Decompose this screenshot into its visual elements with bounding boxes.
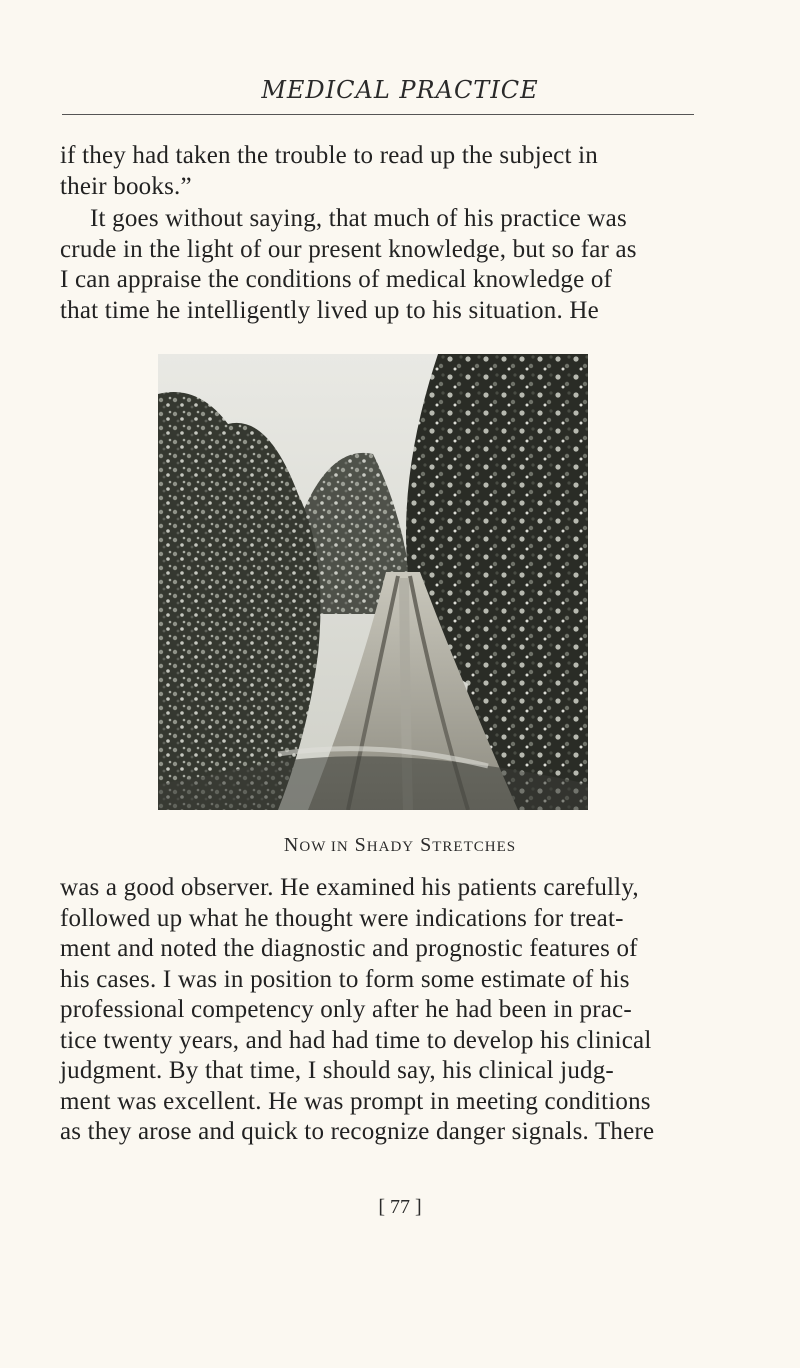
text-line: crude in the light of our present knowledge, but so far as [60,235,637,263]
text-line: his cases. I was in position to form some estimate of his [60,965,630,993]
header-rule [62,114,694,115]
text-line: followed up what he thought were indications for treat‐ [60,904,624,932]
text-line: professional competency only after he had been in prac‐ [60,996,632,1023]
text-line: ment and noted the diagnostic and prognostic features of [60,935,638,962]
figure-caption: NOW IN SHADY STRETCHES [283,834,517,856]
running-head: MEDICAL PRACTICE [261,76,539,104]
text-line: that time he intelligently lived up to his situation. He [60,296,599,324]
text-line: as they arose and quick to recognize danger signals. There [60,1118,655,1145]
text-line: if they had taken the trouble to read up the subject in [60,142,598,169]
text-line: I can appraise the conditions of medical knowledge of [60,266,613,293]
page-number: [ 77 ] [378,1196,422,1218]
text-line: It goes without saying, that much of his practice was [90,205,627,232]
text-line: their books.” [60,172,192,200]
text-line: tice twenty years, and had had time to develop his clinical [60,1026,652,1054]
paragraph [60,873,700,1148]
paragraph [60,204,700,326]
text-line: was a good observer. He examined his patients carefully, [60,874,639,901]
paragraph-continued [60,141,700,202]
country-road-photograph [158,354,588,810]
text-line: judgment. By that time, I should say, his clinical judg‐ [60,1057,614,1084]
text-line: ment was excellent. He was prompt in meeting conditions [60,1087,651,1115]
